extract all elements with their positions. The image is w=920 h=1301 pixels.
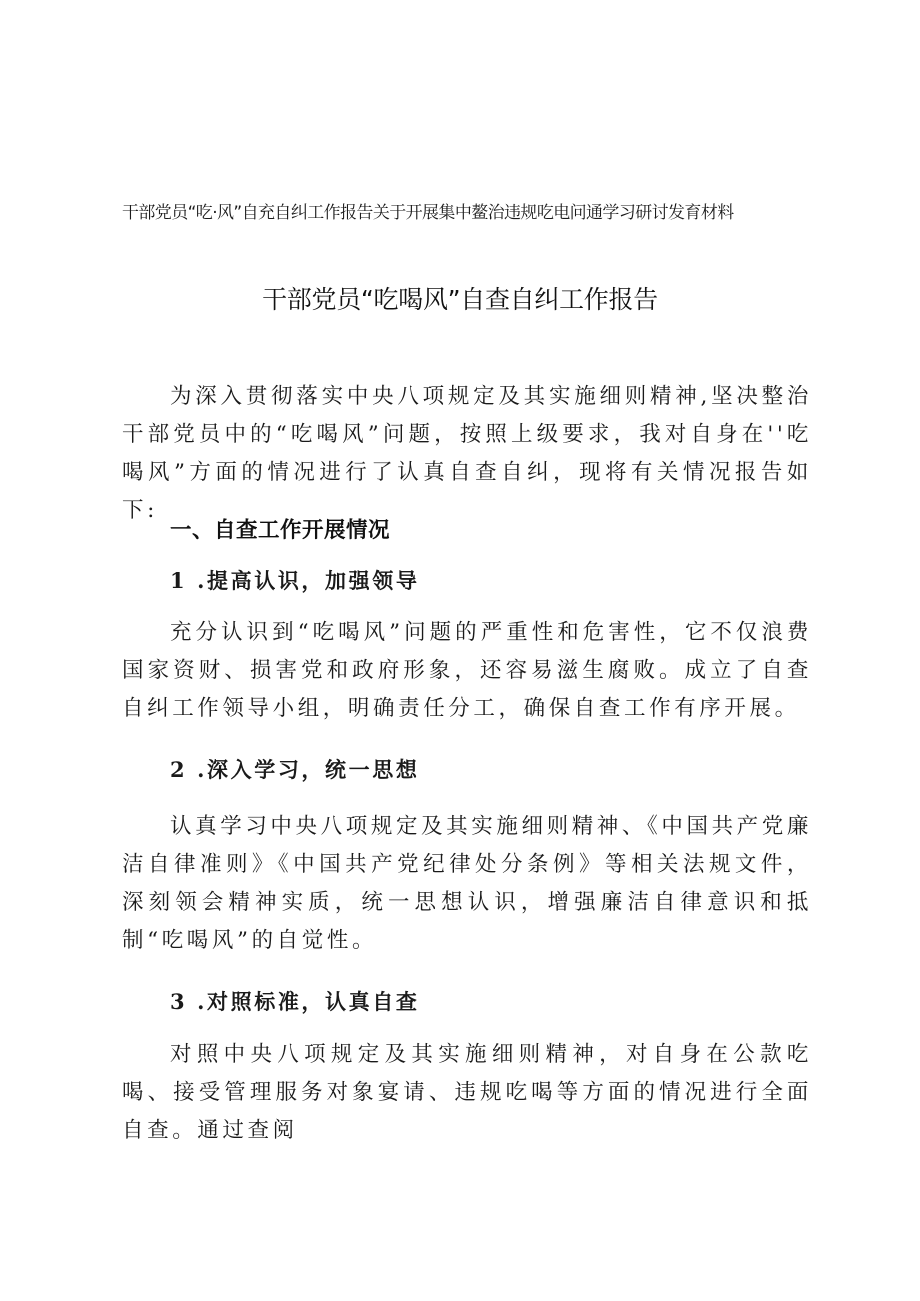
item-paragraph-2: 认真学习中央八项规定及其实施细则精神、《中国共产党廉洁自律准则》《中国共产党纪律处分条例》等相关法规文件，深刻领会精神实质，统一思想认识，增强廉洁自律意识和抵制“吃喝风”的自觉性。 (122, 814, 812, 953)
intro-paragraph: 为深入贯彻落实中央八项规定及其实施细则精神,坚决整治干部党员中的“吃喝风”问题，按照上级要求，我对自身在''吃喝风”方面的情况进行了认真自查自纠，现将有关情况报告如下: (122, 384, 812, 523)
section-heading-1: 一、自查工作开展情况 (170, 518, 391, 543)
item-heading-2: 2 .深入学习，统一思想 (170, 757, 420, 782)
document-header-line: 干部党员“吃·风”自充自纠工作报告关于开展集中鳌治违规吃电问通学习研讨发育材料 (122, 203, 734, 223)
item-heading-3: 3 .对照标准，认真自查 (170, 989, 420, 1014)
document-title: 干部党员“吃喝风”自查自纠工作报告 (262, 285, 658, 314)
item-paragraph-1: 充分认识到“吃喝风”问题的严重性和危害性，它不仅浪费国家资财、损害党和政府形象，还容易滋生腐败。成立了自查自纠工作领导小组，明确责任分工，确保自查工作有序开展。 (122, 620, 812, 721)
item-heading-1: 1 .提高认识，加强领导 (170, 568, 420, 593)
item-paragraph-3: 对照中央八项规定及其实施细则精神，对自身在公款吃喝、接受管理服务对象宴请、违规吃喝等方面的情况进行全面自查。通过查阅 (122, 1042, 812, 1143)
